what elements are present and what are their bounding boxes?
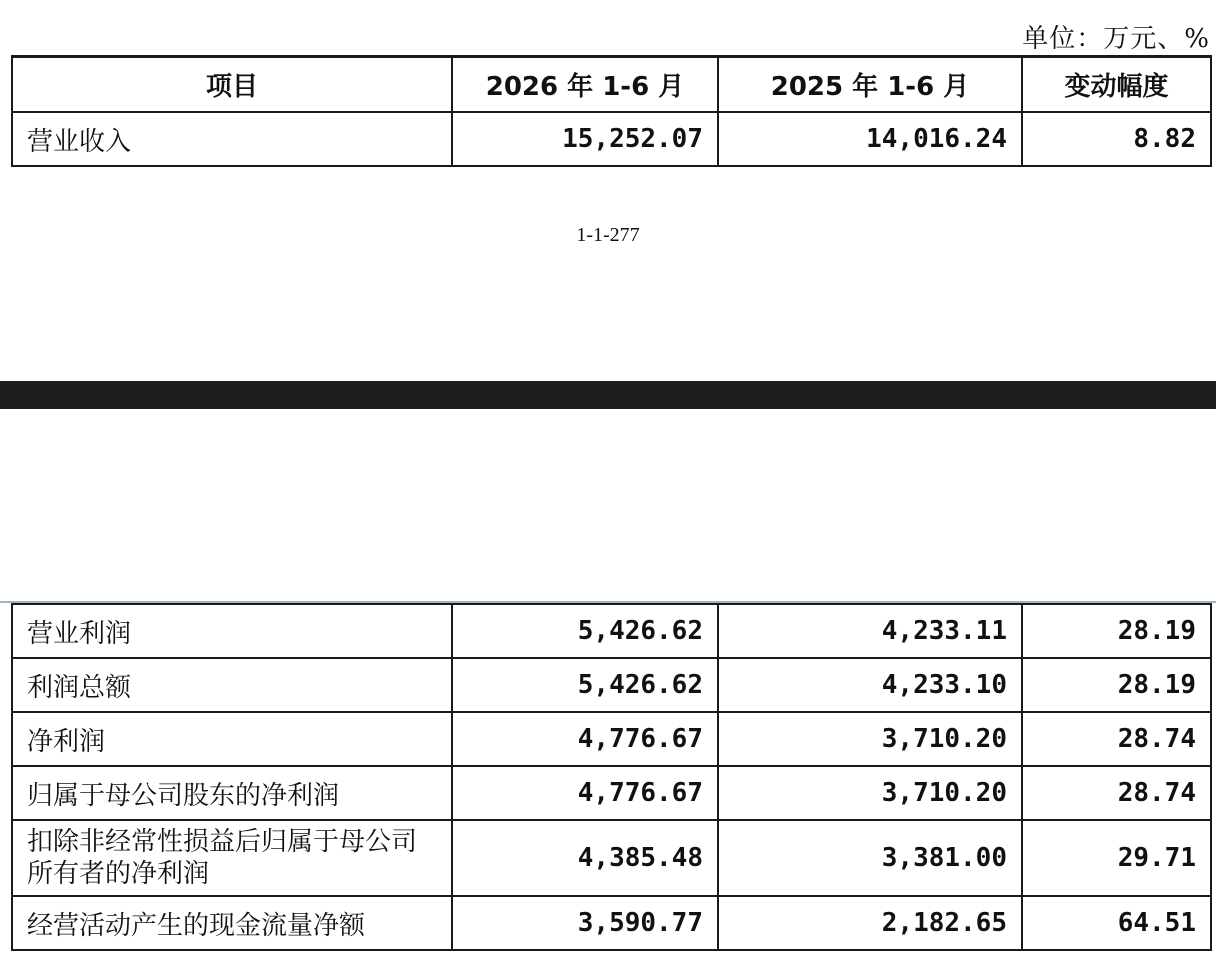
row-item: 归属于母公司股东的净利润: [12, 766, 452, 820]
row-item: 净利润: [12, 712, 452, 766]
row-change: 28.74: [1022, 712, 1211, 766]
page-number: 1-1-277: [576, 224, 640, 246]
row-item: 营业利润: [12, 604, 452, 658]
row-prior: 4,233.11: [718, 604, 1022, 658]
unit-label: 单位：万元、%: [1022, 24, 1210, 54]
table-row: [12, 766, 1211, 820]
row-prior: 3,381.00: [718, 820, 1022, 896]
row-current: 5,426.62: [452, 658, 718, 712]
row-change: 28.19: [1022, 604, 1211, 658]
header-item: 项目: [12, 57, 452, 113]
row-current: 5,426.62: [452, 604, 718, 658]
table-row: [12, 820, 1211, 896]
financial-table-continued: [11, 603, 1212, 951]
row-current: 4,776.67: [452, 766, 718, 820]
row-change: 28.19: [1022, 658, 1211, 712]
row-item: 营业收入: [12, 112, 452, 166]
row-prior: 3,710.20: [718, 712, 1022, 766]
row-change: 29.71: [1022, 820, 1211, 896]
table-row: [12, 896, 1211, 950]
table-row: [12, 112, 1211, 166]
row-prior: 3,710.20: [718, 766, 1022, 820]
header-change: 变动幅度: [1022, 57, 1211, 113]
row-item: 经营活动产生的现金流量净额: [12, 896, 452, 950]
table-row: [12, 712, 1211, 766]
header-current-period: 2026 年 1-6 月: [452, 57, 718, 113]
row-current: 4,776.67: [452, 712, 718, 766]
page-separator: [0, 381, 1216, 409]
row-change: 64.51: [1022, 896, 1211, 950]
row-current: 4,385.48: [452, 820, 718, 896]
row-prior: 4,233.10: [718, 658, 1022, 712]
table-row: [12, 604, 1211, 658]
row-change: 8.82: [1022, 112, 1211, 166]
table-header-row: [12, 57, 1211, 113]
row-current: 3,590.77: [452, 896, 718, 950]
row-item: 扣除非经常性损益后归属于母公司所有者的净利润: [12, 820, 452, 896]
financial-table-top: [11, 55, 1212, 167]
table-row: [12, 658, 1211, 712]
row-prior: 2,182.65: [718, 896, 1022, 950]
row-prior: 14,016.24: [718, 112, 1022, 166]
row-change: 28.74: [1022, 766, 1211, 820]
header-prior-period: 2025 年 1-6 月: [718, 57, 1022, 113]
row-current: 15,252.07: [452, 112, 718, 166]
row-item: 利润总额: [12, 658, 452, 712]
